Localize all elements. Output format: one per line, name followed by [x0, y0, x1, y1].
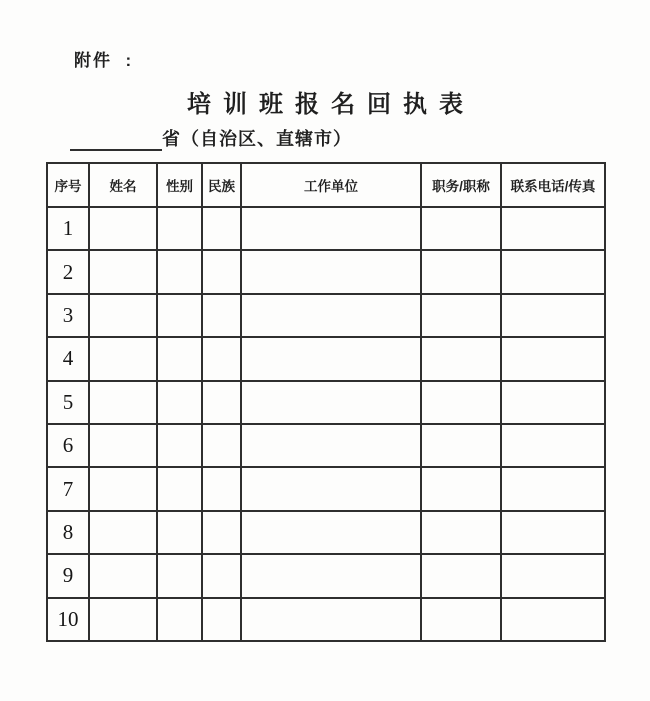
cell-work-unit [241, 337, 421, 380]
cell-name [89, 554, 157, 597]
cell-name [89, 250, 157, 293]
table-row [47, 598, 605, 641]
cell-position-title [421, 467, 501, 510]
cell-work-unit [241, 511, 421, 554]
attachment-label: 附件 : [74, 51, 134, 70]
cell-position-title [421, 294, 501, 337]
table-row [47, 250, 605, 293]
table-row [47, 381, 605, 424]
cell-name [89, 511, 157, 554]
cell-serial-number: 1 [47, 207, 89, 250]
cell-gender [157, 250, 202, 293]
cell-phone-fax [501, 294, 605, 337]
cell-work-unit [241, 250, 421, 293]
header-name: 姓名 [89, 163, 157, 207]
cell-phone-fax [501, 250, 605, 293]
cell-phone-fax [501, 467, 605, 510]
cell-name [89, 381, 157, 424]
cell-phone-fax [501, 554, 605, 597]
cell-gender [157, 207, 202, 250]
cell-ethnicity [202, 337, 241, 380]
header-work-unit: 工作单位 [241, 163, 421, 207]
cell-ethnicity [202, 598, 241, 641]
cell-serial-number: 8 [47, 511, 89, 554]
cell-name [89, 424, 157, 467]
cell-gender [157, 598, 202, 641]
header-row [47, 163, 605, 207]
cell-work-unit [241, 554, 421, 597]
cell-name [89, 294, 157, 337]
cell-work-unit [241, 381, 421, 424]
province-blank-underline [70, 128, 162, 151]
cell-phone-fax [501, 381, 605, 424]
cell-name [89, 337, 157, 380]
table-row [47, 207, 605, 250]
cell-phone-fax [501, 511, 605, 554]
header-ethnicity: 民族 [202, 163, 241, 207]
cell-gender [157, 381, 202, 424]
cell-position-title [421, 207, 501, 250]
province-line [70, 128, 352, 151]
cell-position-title [421, 424, 501, 467]
header-gender: 性别 [157, 163, 202, 207]
cell-work-unit [241, 424, 421, 467]
header-position-title: 职务/职称 [421, 163, 501, 207]
cell-gender [157, 467, 202, 510]
cell-serial-number: 7 [47, 467, 89, 510]
registration-table [46, 162, 606, 642]
cell-serial-number: 4 [47, 337, 89, 380]
cell-work-unit [241, 598, 421, 641]
cell-phone-fax [501, 337, 605, 380]
province-label: 省（自治区、直辖市） [162, 129, 352, 149]
table-row [47, 467, 605, 510]
cell-work-unit [241, 294, 421, 337]
cell-position-title [421, 337, 501, 380]
cell-position-title [421, 554, 501, 597]
cell-phone-fax [501, 424, 605, 467]
cell-serial-number: 5 [47, 381, 89, 424]
cell-gender [157, 554, 202, 597]
table-row [47, 511, 605, 554]
cell-ethnicity [202, 381, 241, 424]
cell-ethnicity [202, 467, 241, 510]
cell-ethnicity [202, 294, 241, 337]
cell-ethnicity [202, 250, 241, 293]
cell-ethnicity [202, 554, 241, 597]
cell-work-unit [241, 207, 421, 250]
cell-position-title [421, 511, 501, 554]
header-serial-number: 序号 [47, 163, 89, 207]
cell-phone-fax [501, 598, 605, 641]
cell-serial-number: 2 [47, 250, 89, 293]
cell-position-title [421, 598, 501, 641]
cell-position-title [421, 381, 501, 424]
cell-serial-number: 6 [47, 424, 89, 467]
table-row [47, 294, 605, 337]
cell-serial-number: 10 [47, 598, 89, 641]
cell-ethnicity [202, 424, 241, 467]
cell-serial-number: 9 [47, 554, 89, 597]
cell-phone-fax [501, 207, 605, 250]
cell-position-title [421, 250, 501, 293]
cell-ethnicity [202, 207, 241, 250]
table-row [47, 424, 605, 467]
table-row [47, 337, 605, 380]
cell-name [89, 467, 157, 510]
form-title: 培训班报名回执表 [187, 91, 475, 118]
cell-gender [157, 424, 202, 467]
cell-serial-number: 3 [47, 294, 89, 337]
header-phone-fax: 联系电话/传真 [501, 163, 605, 207]
cell-ethnicity [202, 511, 241, 554]
cell-gender [157, 511, 202, 554]
cell-gender [157, 337, 202, 380]
cell-name [89, 598, 157, 641]
cell-gender [157, 294, 202, 337]
table-row [47, 554, 605, 597]
cell-work-unit [241, 467, 421, 510]
cell-name [89, 207, 157, 250]
